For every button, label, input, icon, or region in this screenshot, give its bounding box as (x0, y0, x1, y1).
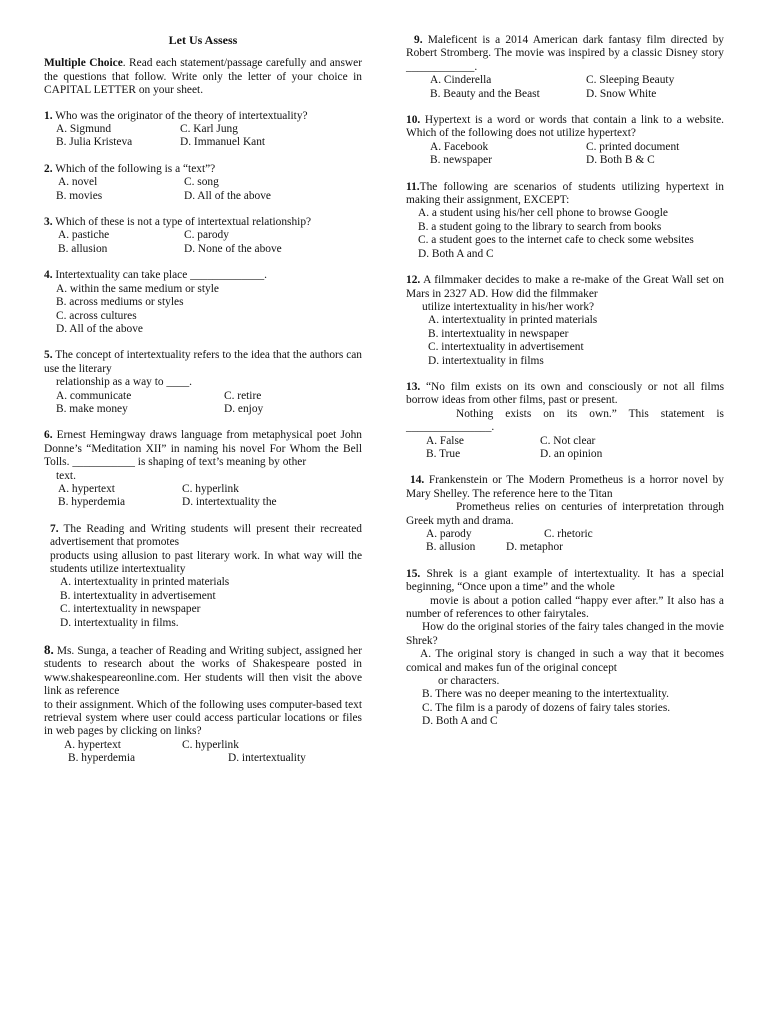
question-text-continued: movie is about a potion called “happy ever after.” It also has a number of references to other fairytales. (406, 594, 724, 621)
question-number: 6. (44, 429, 53, 442)
option-row (44, 403, 362, 416)
instructions (44, 57, 362, 97)
question-number: 4. (44, 269, 53, 282)
option-a: A. intertextuality in printed materials (60, 576, 230, 589)
question-stem (406, 34, 724, 74)
question-stem (44, 643, 362, 699)
question-text-continued (44, 550, 362, 577)
question-stem (44, 523, 362, 550)
question-stem (44, 216, 362, 229)
question-number: 11. (406, 180, 420, 193)
option-d: D. Snow White (586, 87, 657, 100)
option-a-continued: or characters. (438, 675, 500, 688)
question-text: The following are scenarios of students utilizing hypertext in making their assignment, EXCEPT: (406, 180, 724, 207)
question-4 (44, 269, 362, 336)
question-text: Frankenstein or The Modern Prometheus is a horror novel by Mary Shelley. The reference here to the Titan (406, 474, 724, 500)
question-14 (406, 474, 724, 554)
question-5 (44, 349, 362, 416)
option-a: A. Sigmund (56, 123, 112, 136)
question-number: 3. (44, 216, 53, 229)
option-d: D. metaphor (506, 541, 563, 554)
option-row (406, 154, 724, 167)
option-b: B. across mediums or styles (56, 296, 184, 309)
question-text: Ms. Sunga, a teacher of Reading and Writing subject, assigned her students to research about the works of Shakespeare posted in www.shakespeareonline.com. Her students will then visit the above link as reference (44, 645, 362, 698)
question-text-continued: Nothing exists on its own.” This statement is _______________. (406, 407, 724, 434)
option-row (44, 483, 362, 496)
question-text: Maleficent is a 2014 American dark fantasy film directed by Robert Stromberg. The movie was inspired by a classic Disney story ____________. (406, 34, 724, 73)
question-stem (44, 429, 362, 469)
question-stem (406, 474, 724, 501)
question-stem (44, 349, 362, 376)
question-text: Who was the originator of the theory of intertextuality? (52, 109, 308, 122)
option-b: B. intertextuality in newspaper (428, 327, 569, 340)
question-number: 9. (414, 34, 423, 46)
question-text-continued-content: products using allusion to past literary work. In what way will the students utilize intertextuality (50, 549, 362, 575)
option-a: A. pastiche (58, 229, 110, 242)
question-text: Which of the following is a “text”? (52, 162, 216, 175)
question-1 (44, 110, 362, 150)
option-c: C. song (184, 176, 219, 189)
question-10 (406, 114, 724, 168)
option-c: C. across cultures (56, 309, 137, 322)
option-c: C. a student goes to the internet cafe to check some websites (418, 234, 694, 247)
question-text-continued-2: How do the original stories of the fairy tales changed in the movie Shrek? (406, 621, 724, 647)
option-row (44, 190, 362, 203)
question-stem (406, 568, 724, 595)
option-c: C. retire (224, 389, 262, 402)
question-text: Hypertext is a word or words that contain a link to a website. Which of the following does not utilize hypertext? (406, 114, 724, 140)
page-title: Let Us Assess (168, 33, 238, 47)
option-row (406, 74, 724, 87)
option-a: A. hypertext (64, 738, 121, 751)
option-a: A. intertextuality in printed materials (428, 314, 598, 327)
question-text-continued: Prometheus relies on centuries of interpretation through Greek myth and drama. (406, 501, 724, 527)
question-stem (406, 181, 724, 208)
option-b: B. True (426, 447, 461, 460)
question-stem (44, 110, 362, 123)
option-b: B. hyperdemia (68, 752, 136, 765)
option-a: A. within the same medium or style (56, 282, 219, 295)
option-a: A. novel (58, 176, 98, 189)
option-c: C. parody (184, 229, 229, 242)
question-stem (44, 163, 362, 176)
option-b: B. Beauty and the Beast (430, 87, 540, 100)
option-row (406, 541, 724, 554)
question-stem (44, 269, 362, 282)
question-9 (406, 34, 724, 101)
option-row (406, 88, 724, 101)
left-column (44, 34, 362, 779)
option-d: D. intertextuality (228, 752, 306, 765)
question-15 (406, 568, 724, 729)
question-number: 2. (44, 162, 53, 175)
question-text-continued: to their assignment. Which of the following uses computer-based text retrieval system where user could access particular locations or files in web pages by clicking on links? (44, 698, 362, 738)
option-row (44, 739, 362, 752)
instructions-text: . Read each statement/passage carefully and answer the questions that follow. Write only the letter of your choice in CAPITAL LETTER on your sheet. (44, 57, 362, 97)
question-text-continued: relationship as a way to ____. (56, 376, 193, 389)
question-text: The concept of intertextuality refers to the idea that the authors can use the literary (44, 349, 362, 375)
option-a: A. parody (426, 528, 472, 540)
question-number: 7. (50, 522, 59, 535)
right-column (406, 34, 724, 742)
option-d: D. an opinion (540, 447, 603, 460)
question-number: 12. (406, 274, 421, 287)
option-row (406, 435, 724, 448)
instructions-label: Multiple Choice (44, 57, 123, 70)
option-b: B. allusion (58, 242, 108, 255)
question-11 (406, 181, 724, 261)
option-c: C. intertextuality in advertisement (428, 341, 584, 354)
option-c: C. intertextuality in newspaper (60, 603, 201, 616)
option-row (44, 496, 362, 509)
option-b: B. newspaper (430, 154, 492, 167)
option-c: C. Karl Jung (180, 123, 238, 136)
option-row (406, 448, 724, 461)
option-row (44, 752, 362, 765)
question-13 (406, 381, 724, 461)
option-c: C. hyperlink (182, 482, 239, 495)
option-d: D. enjoy (224, 402, 264, 415)
question-number: 14. (410, 474, 425, 487)
question-2 (44, 163, 362, 203)
option-d: D. Both B & C (586, 154, 655, 167)
option-d: D. Immanuel Kant (180, 136, 266, 149)
option-row (406, 141, 724, 154)
option-row (44, 243, 362, 256)
option-row (406, 528, 724, 541)
question-7 (44, 523, 362, 630)
question-text-continued: utilize intertextuality in his/her work? (422, 300, 595, 313)
question-stem (406, 381, 724, 408)
option-d: D. None of the above (184, 242, 282, 255)
option-c: C. Not clear (540, 434, 596, 447)
option-row (44, 229, 362, 242)
option-b: B. hyperdemia (58, 496, 126, 509)
option-b: B. intertextuality in advertisement (60, 589, 216, 602)
option-a: A. The original story is changed in such a way that it becomes comical and makes fun of the original concept (406, 648, 724, 674)
option-d: D. Both A and C (422, 715, 498, 728)
option-row (44, 176, 362, 189)
option-b: B. There was no deeper meaning to the intertextuality. (422, 688, 670, 701)
question-number: 10. (406, 114, 421, 127)
option-row (44, 136, 362, 149)
option-a: A. False (426, 434, 464, 447)
option-b: B. a student going to the library to search from books (418, 220, 662, 233)
question-number: 5. (44, 349, 53, 362)
option-row (44, 123, 362, 136)
option-b: B. Julia Kristeva (56, 136, 133, 149)
option-c: C. rhetoric (544, 528, 593, 540)
option-a: A. a student using his/her cell phone to browse Google (418, 207, 668, 220)
option-d: D. intertextuality in films (428, 354, 544, 367)
question-6 (44, 429, 362, 509)
option-a: A. Cinderella (430, 74, 492, 87)
question-text: Which of these is not a type of intertextual relationship? (52, 216, 312, 229)
option-d: D. All of the above (56, 322, 143, 335)
question-number: 15. (406, 567, 421, 580)
option-d: D. Both A and C (418, 247, 494, 260)
question-text: A filmmaker decides to make a re-make of the Great Wall set on Mars in 2327 AD. How did the filmmaker (406, 274, 724, 300)
option-c: C. hyperlink (182, 738, 239, 751)
question-12 (406, 274, 724, 368)
option-b: B. allusion (426, 541, 476, 554)
question-number: 8. (44, 642, 54, 658)
question-number: 13. (406, 380, 421, 393)
option-d: D. All of the above (184, 189, 271, 202)
option-c: C. printed document (586, 140, 680, 153)
question-text: Ernest Hemingway draws language from metaphysical poet John Donne’s “Meditation XII” in naming his novel For Whom the Bell Tolls. ___________ is shaping of text’s meaning by other (44, 429, 362, 469)
option-a: A. Facebook (430, 140, 489, 153)
question-text-continued: text. (56, 469, 76, 482)
question-number: 1. (44, 109, 53, 122)
option-d: D. intertextuality in films. (60, 616, 179, 629)
question-text: Shrek is a giant example of intertextuality. It has a special beginning, “Once upon a time” and the whole (406, 567, 724, 594)
option-c: C. The film is a parody of dozens of fairy tales stories. (422, 701, 671, 714)
question-8 (44, 643, 362, 766)
question-text: “No film exists on its own and consciously or not all films borrow ideas from other films, past or present. (406, 380, 724, 407)
option-b: B. make money (56, 402, 128, 415)
option-d: D. intertextuality the (182, 496, 277, 509)
question-stem (406, 274, 724, 301)
question-text: The Reading and Writing students will present their recreated advertisement that promotes (50, 522, 362, 549)
option-b: B. movies (56, 189, 103, 202)
option-row (44, 390, 362, 403)
question-3 (44, 216, 362, 256)
option-a: A. hypertext (58, 482, 115, 495)
question-stem (406, 114, 724, 141)
option-a: A. communicate (56, 389, 132, 402)
option-c: C. Sleeping Beauty (586, 74, 675, 87)
question-text: Intertextuality can take place _____________. (52, 269, 267, 282)
